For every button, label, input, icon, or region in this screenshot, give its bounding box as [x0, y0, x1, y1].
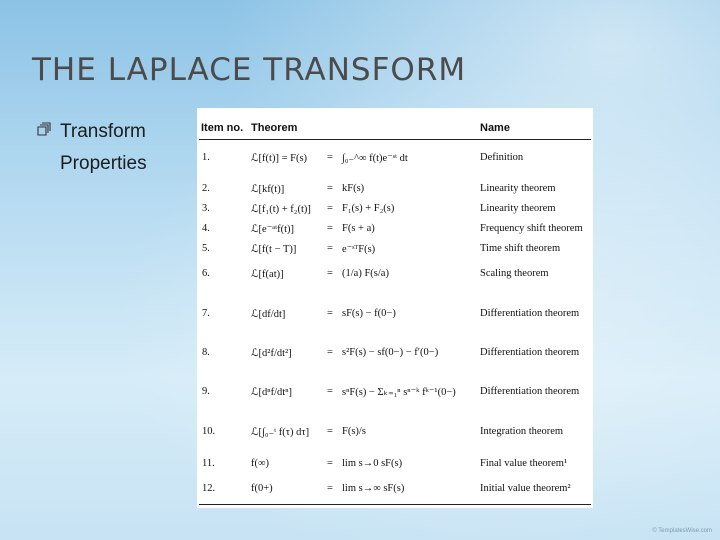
theorem-expression: ℒ[f(t − T)]: [251, 244, 297, 255]
item-number: 12.: [202, 483, 216, 494]
transform-result: F(s + a): [342, 223, 375, 234]
item-number: 6.: [202, 268, 210, 279]
hollow-square-bullet-icon: [34, 121, 52, 137]
theorem-name: Differentiation theorem: [480, 308, 580, 319]
equals-sign: =: [327, 183, 333, 194]
transform-result: s²F(s) − sf(0−) − f′(0−): [342, 347, 439, 358]
bullet-line-1: Transform: [60, 121, 146, 142]
equals-sign: =: [327, 152, 333, 163]
footer-divider: [199, 504, 591, 505]
theorem-name: Frequency shift theorem: [480, 223, 583, 234]
transform-result: F(s)/s: [342, 426, 366, 437]
theorem-name: Differentiation theorem: [480, 386, 580, 397]
header-theorem: Theorem: [251, 122, 298, 134]
theorem-name: Linearity theorem: [480, 203, 556, 214]
item-number: 10.: [202, 426, 216, 437]
laplace-properties-table: [197, 108, 593, 508]
template-credit: © TemplatesWise.com: [652, 528, 712, 534]
equals-sign: =: [327, 268, 333, 279]
theorem-expression: ℒ[dⁿf/dtⁿ]: [251, 387, 293, 398]
item-number: 2.: [202, 183, 210, 194]
theorem-name: Final value theorem¹: [480, 458, 568, 469]
transform-result: kF(s): [342, 183, 365, 194]
slide-title: THE LAPLACE TRANSFORM: [32, 52, 467, 88]
theorem-name: Initial value theorem²: [480, 483, 571, 494]
theorem-name: Time shift theorem: [480, 243, 561, 254]
transform-result: sF(s) − f(0−): [342, 308, 396, 319]
header-item-no: Item no.: [201, 122, 244, 134]
theorem-expression: ℒ[df/dt]: [251, 309, 286, 320]
theorem-expression: f(∞): [251, 458, 269, 469]
item-number: 11.: [202, 458, 215, 469]
theorem-name: Definition: [480, 152, 524, 163]
theorem-expression: ℒ[kf(t)]: [251, 184, 285, 195]
item-number: 8.: [202, 347, 210, 358]
theorem-name: Scaling theorem: [480, 268, 549, 279]
item-number: 9.: [202, 386, 210, 397]
transform-result: e⁻ˢᵀF(s): [342, 244, 376, 255]
item-number: 5.: [202, 243, 210, 254]
theorem-name: Differentiation theorem: [480, 347, 580, 358]
equals-sign: =: [327, 243, 333, 254]
theorem-expression: ℒ[f₁(t) + f₂(t)]: [251, 204, 311, 215]
transform-result: (1/a) F(s/a): [342, 268, 389, 279]
theorem-expression: ℒ[e⁻ᵃᵗf(t)]: [251, 224, 295, 235]
transform-result: sⁿF(s) − Σₖ₌₁ⁿ sⁿ⁻ᵏ fᵏ⁻¹(0−): [342, 387, 456, 398]
header-divider: [199, 139, 591, 140]
equals-sign: =: [327, 308, 333, 319]
theorem-expression: f(0+): [251, 483, 273, 494]
transform-result: lim s→0 sF(s): [342, 458, 403, 469]
equals-sign: =: [327, 458, 333, 469]
bullet-line-2: Properties: [60, 153, 147, 174]
equals-sign: =: [327, 386, 333, 397]
theorem-expression: ℒ[d²f/dt²]: [251, 348, 292, 359]
theorem-expression: ℒ[∫₀₋ᵗ f(τ) dτ]: [251, 427, 310, 438]
theorem-name: Linearity theorem: [480, 183, 556, 194]
item-number: 4.: [202, 223, 210, 234]
transform-result: ∫₀₋^∞ f(t)e⁻ˢᵗ dt: [342, 153, 408, 164]
transform-result: lim s→∞ sF(s): [342, 483, 405, 494]
theorem-expression: ℒ[f(at)]: [251, 269, 284, 280]
bullet-item: [34, 116, 147, 180]
transform-result: F₁(s) + F₂(s): [342, 203, 395, 214]
equals-sign: =: [327, 203, 333, 214]
item-number: 1.: [202, 152, 210, 163]
equals-sign: =: [327, 426, 333, 437]
item-number: 3.: [202, 203, 210, 214]
item-number: 7.: [202, 308, 210, 319]
theorem-expression: ℒ[f(t)] = F(s): [251, 153, 308, 164]
equals-sign: =: [327, 223, 333, 234]
equals-sign: =: [327, 347, 333, 358]
bullet-text: [60, 116, 147, 180]
header-name: Name: [480, 122, 510, 134]
equals-sign: =: [327, 483, 333, 494]
theorem-name: Integration theorem: [480, 426, 564, 437]
